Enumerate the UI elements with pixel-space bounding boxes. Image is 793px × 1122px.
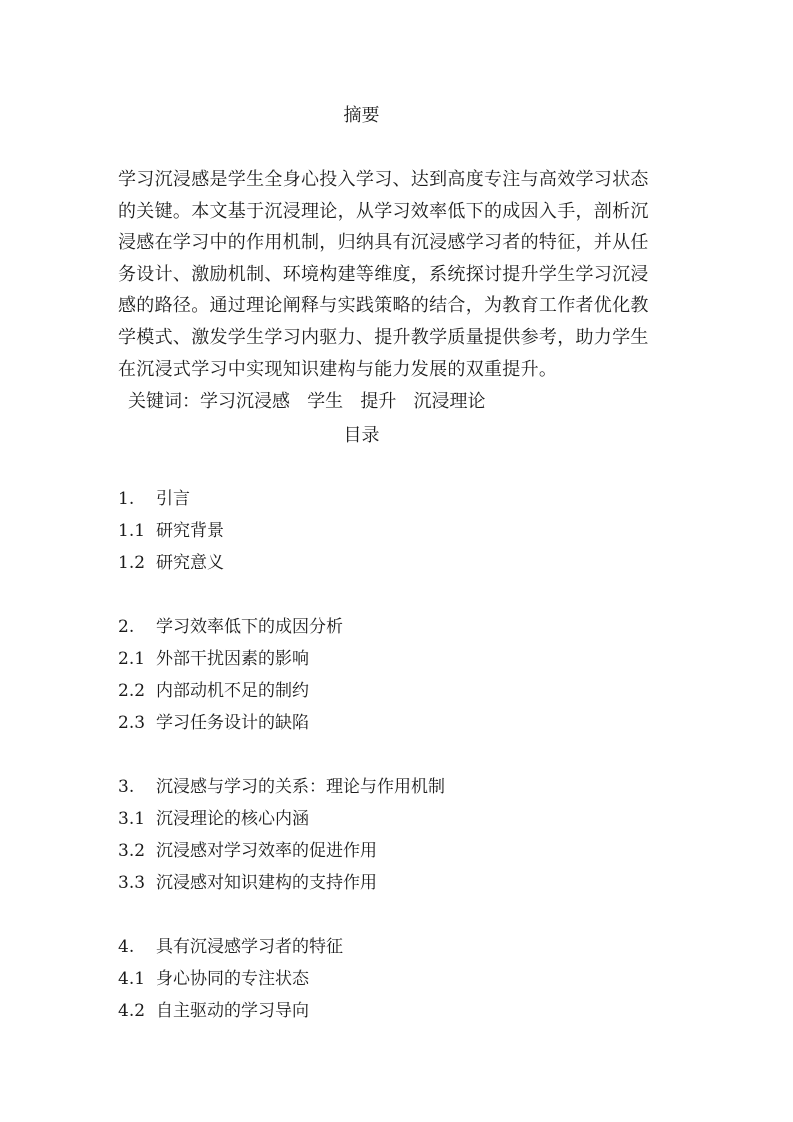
abstract-line: 的关键。本文基于沉浸理论，从学习效率低下的成因入手，剖析沉 [118,200,649,222]
abstract-line: 学模式、激发学生学习内驱力、提升教学质量提供参考，助力学生 [118,326,649,348]
toc-item-number: 2.2 [118,681,146,701]
abstract-line: 学习沉浸感是学生全身心投入学习、达到高度专注与高效学习状态 [118,169,649,190]
toc-item-title: 沉浸感对知识建构的支持作用 [156,873,377,893]
abstract-line: 务设计、激励机制、环境构建等维度，系统探讨提升学生学习沉浸 [118,263,649,285]
toc-item-number: 4.1 [118,969,146,989]
toc-item[interactable] [118,840,377,862]
toc-item[interactable] [118,1000,309,1022]
toc-item[interactable] [118,520,224,542]
toc-item-number: 2.3 [118,713,146,733]
toc-item-number: 3.1 [118,809,146,829]
toc-item[interactable] [118,968,309,990]
toc-item-title: 沉浸理论的核心内涵 [156,809,309,829]
toc-item-number: 3. [118,777,135,797]
toc-item-title: 身心协同的专注状态 [156,969,309,989]
keywords-line: 关键词：学习沉浸感 学生 提升 沉浸理论 [128,391,486,412]
toc-item[interactable] [118,808,309,830]
toc-item-title: 自主驱动的学习导向 [156,1001,309,1021]
abstract-line: 在沉浸式学习中实现知识建构与能力发展的双重提升。 [118,358,558,380]
toc-item-title: 沉浸感与学习的关系：理论与作用机制 [156,777,445,797]
toc-item-number: 1.2 [118,553,146,573]
toc-item[interactable] [118,872,377,894]
toc-item-title: 外部干扰因素的影响 [156,649,309,669]
toc-item-number: 2. [118,617,135,637]
toc-item-number: 1. [118,489,135,509]
toc-item[interactable] [118,552,224,574]
toc-item[interactable] [118,616,343,638]
abstract-body [118,164,666,385]
toc-item-number: 3.3 [118,873,146,893]
toc-item-number: 3.2 [118,841,146,861]
toc-item[interactable] [118,712,309,734]
toc-item[interactable] [118,776,445,798]
toc-item-title: 内部动机不足的制约 [156,681,309,701]
toc-heading: 目录 [343,425,380,446]
toc-item-number: 4.2 [118,1001,146,1021]
toc-item-title: 沉浸感对学习效率的促进作用 [156,841,377,861]
toc-item-title: 引言 [156,489,190,509]
toc-item-title: 学习效率低下的成因分析 [156,617,343,637]
toc-item-title: 学习任务设计的缺陷 [156,713,309,733]
toc-item-number: 2.1 [118,649,146,669]
toc-item-title: 研究意义 [156,553,224,573]
toc-item[interactable] [118,936,343,958]
toc-item-title: 具有沉浸感学习者的特征 [156,937,343,957]
toc-item[interactable] [118,680,309,702]
toc-item[interactable] [118,488,190,510]
toc-item-number: 4. [118,937,135,957]
abstract-line: 感的路径。通过理论阐释与实践策略的结合，为教育工作者优化教 [118,295,649,317]
toc-item-title: 研究背景 [156,521,224,541]
toc-item[interactable] [118,648,309,670]
abstract-heading: 摘要 [343,105,380,126]
toc-item-number: 1.1 [118,521,146,541]
abstract-line: 浸感在学习中的作用机制，归纳具有沉浸感学习者的特征，并从任 [118,232,649,254]
